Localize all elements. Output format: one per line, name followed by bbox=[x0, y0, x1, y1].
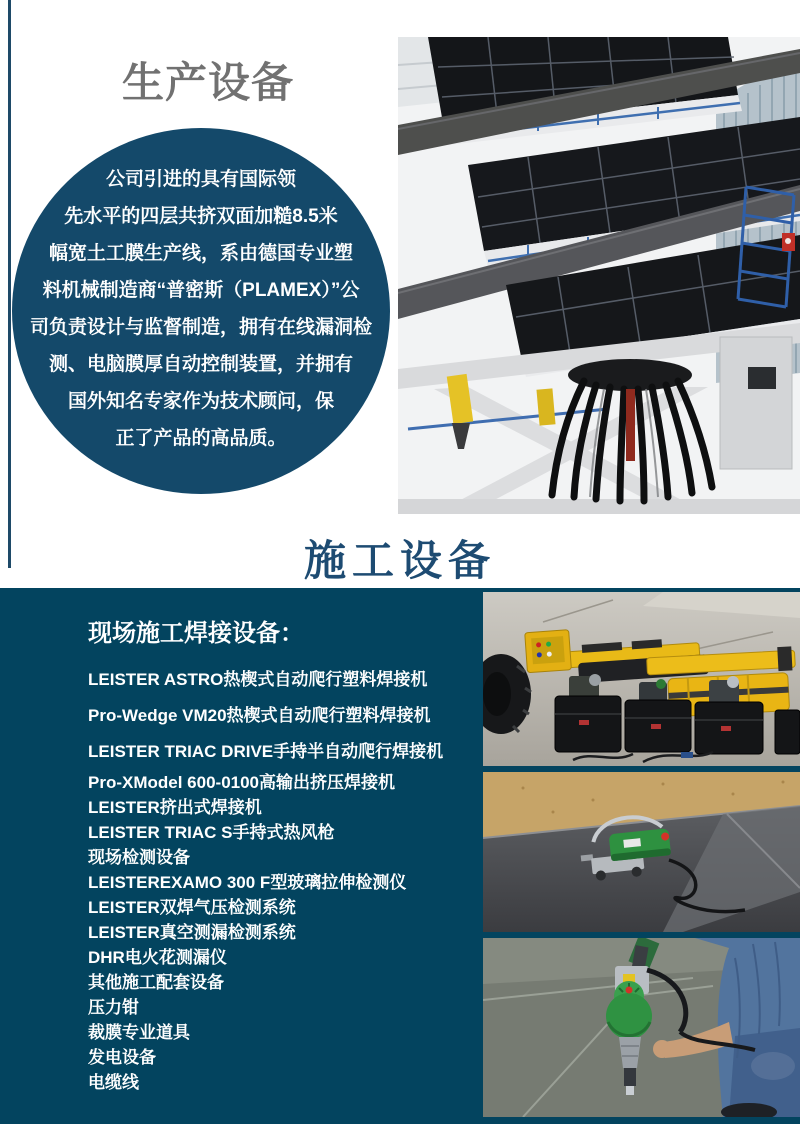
equipment-item: 电缆线 bbox=[88, 1073, 139, 1092]
equipment-item: Pro-XModel 600-0100高输出挤压焊接机 bbox=[88, 773, 396, 792]
production-line-illustration bbox=[398, 37, 800, 514]
company-intro-circle bbox=[12, 128, 390, 494]
hand-welder-illustration bbox=[483, 938, 800, 1117]
equipment-item: LEISTER真空测漏检测系统 bbox=[88, 923, 296, 942]
left-edge-rule bbox=[8, 0, 11, 568]
circle-text-line: 先水平的四层共挤双面加糙8.5米 bbox=[64, 206, 338, 227]
circle-text-line: 公司引进的具有国际领 bbox=[105, 169, 296, 190]
yellow-welding-machines-photo bbox=[483, 592, 800, 766]
circle-text-line: 国外知名专家作为技术顾问，保 bbox=[67, 391, 334, 412]
circle-text-line: 司负责设计与监督制造，拥有在线漏洞检 bbox=[29, 317, 372, 338]
equipment-list-header: 现场施工焊接设备： bbox=[88, 620, 304, 647]
equipment-item: DHR电火花测漏仪 bbox=[88, 948, 227, 967]
circle-text-line: 幅宽土工膜生产线，系由德国专业塑 bbox=[48, 243, 353, 264]
equipment-list bbox=[88, 618, 443, 1095]
production-equipment-title: 生产设备 bbox=[122, 59, 295, 106]
construction-equipment-title: 施工设备 bbox=[303, 537, 496, 584]
construction-equipment-section bbox=[0, 588, 800, 1124]
equipment-item: 裁膜专业道具 bbox=[88, 1023, 190, 1042]
circle-text-line: 正了产品的高品质。 bbox=[115, 428, 287, 449]
hand-held-welder-photo bbox=[483, 938, 800, 1117]
equipment-item: LEISTEREXAMO 300 F型玻璃拉伸检测仪 bbox=[88, 873, 407, 892]
equipment-item: LEISTER ASTRO热楔式自动爬行塑料焊接机 bbox=[88, 670, 428, 689]
equipment-item: Pro-Wedge VM20热楔式自动爬行塑料焊接机 bbox=[88, 706, 431, 725]
equipment-item: LEISTER双焊气压检测系统 bbox=[88, 898, 296, 917]
green-wedge-welder-photo bbox=[483, 772, 800, 932]
production-line-photo bbox=[398, 37, 800, 514]
equipment-items bbox=[88, 662, 443, 1095]
equipment-item: LEISTER TRIAC S手持式热风枪 bbox=[88, 823, 335, 842]
welding-machines-illustration bbox=[483, 592, 800, 766]
equipment-item: 发电设备 bbox=[88, 1048, 156, 1067]
equipment-item: 其他施工配套设备 bbox=[88, 973, 224, 992]
circle-text-line: 测、电脑膜厚自动控制装置，并拥有 bbox=[48, 354, 353, 375]
wedge-welder-illustration bbox=[483, 772, 800, 932]
equipment-item: 现场检测设备 bbox=[88, 848, 190, 867]
equipment-item: 压力钳 bbox=[88, 998, 139, 1017]
circle-text-line: 料机械制造商“普密斯（PLAMEX）”公 bbox=[42, 280, 360, 301]
equipment-item: LEISTER TRIAC DRIVE手持半自动爬行焊接机 bbox=[88, 742, 444, 761]
equipment-item: LEISTER挤出式焊接机 bbox=[88, 798, 262, 817]
